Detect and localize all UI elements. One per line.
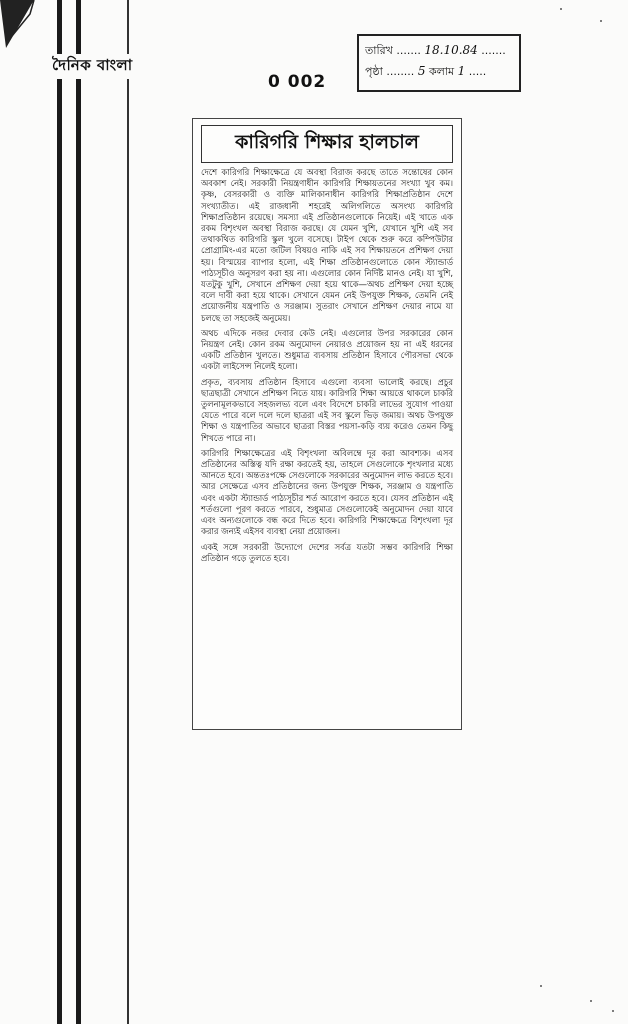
archive-stamp <box>357 34 521 92</box>
scan-speck <box>540 985 542 987</box>
stamp-page-row: পৃষ্ঠা ........ 5 কলাম 1 ..... <box>365 64 487 78</box>
article-paragraph: অথচ এদিকে নজর দেবার কেউ নেই। এগুলোর উপর সরকারের কোন নিয়ন্ত্রণ নেই। কোন রকম অনুমোদন নেয়ারও প্রয়োজন হয় না এই ধরনের একটি প্রতিষ্ঠান খুলতে। শুধুমাত্র ব্যবসায় প্রতিষ্ঠান হিসাবে পৌরসভা থেকে একটা লাইসেন্স নিলেই হলো। <box>201 327 453 372</box>
article-paragraph: দেশে কারিগরি শিক্ষাক্ষেত্রে যে অবস্থা বিরাজ করছে তাতে সন্তোষের কোন অবকাশ নেই। সরকারী নিয়ন্ত্রণাধীন কারিগরি শিক্ষায়তনের সংখ্যা খুব কম। কৃষ্ণ, বেসরকারী ও ব্যক্তি মালিকানাধীন কারিগরি শিক্ষাপ্রতিষ্ঠান দেশে সংখ্যাতীত। এই রাজধানী শহরেই অলিগলিতে অসংখ্য কারিগরি শিক্ষাপ্রতিষ্ঠান রয়েছে। সমস্যা এই প্রতিষ্ঠানগুলোকে নিয়েই। এই খাতে এক রকম বিশৃংখল অবস্থা বিরাজ করছে। যে যেমন খুশি, যেখানে খুশি এই সব তথাকথিত কারিগরি স্কুল খুলে বসেছে। টাইপ থেকে শুরু করে কম্পিউটার প্রোগ্রামিং-এর মতো জটিল বিষয়ও নাকি এই সব শিক্ষায়তনে প্রশিক্ষণ দেয়া হয়। বিস্ময়ের ব্যাপার হলো, এই শিক্ষা প্রতিষ্ঠানগুলোতে কোন স্ট্যান্ডার্ড পাঠ্যসূচীও অনুসরণ করা হয় না। এগুলোর কোন নির্দিষ্ট মানও নেই। যা খুশি, যতটুকু খুশি, সেখানে প্রশিক্ষণ দেয়া হয়ে থাকে—অথচ প্রশিক্ষণ দেয়া হচ্ছে বলে দাবী করা হয়ে থাকে। সেখানে যেমন নেই উপযুক্ত শিক্ষক, তেমনি নেই প্রয়োজনীয় যন্ত্রপাতি ও সরঞ্জাম। সুতরাং সেখানে প্রশিক্ষণ দেয়ার নামে যা চলছে তা সহজেই অনুমেয়। <box>201 167 453 323</box>
archive-page-number: 0 002 <box>268 72 327 92</box>
stamp-date-value: 18.10.84 <box>424 43 478 57</box>
scan-speck <box>612 1010 614 1012</box>
scan-speck <box>560 8 562 10</box>
stamp-date-row: তারিখ ....... 18.10.84 ....... <box>365 43 506 57</box>
newspaper-clipping <box>192 118 462 730</box>
stamp-column-label: কলাম <box>428 65 455 78</box>
binding-edge-line <box>57 0 62 1024</box>
article-paragraph: কারিগরি শিক্ষাক্ষেত্রের এই বিশৃংখলা অবিলম্বে দূর করা আবশ্যক। এসব প্রতিষ্ঠানের অস্তিত্ব যদি রক্ষা করতেই হয়, তাহলে সেগুলোকে শৃংখলার মধ্যে আনতে হবে। অন্ততঃপক্ষে সেগুলোকে সরকারের অনুমোদন লাভ করতে হবে। আর সেক্ষেত্রে এসব প্রতিষ্ঠানের জন্য উপযুক্ত শিক্ষক, সরঞ্জাম ও যন্ত্রপাতি এবং একটা স্ট্যান্ডার্ড পাঠ্যসূচীর শর্ত আরোপ করতে হবে। যেসব প্রতিষ্ঠান এই শর্তগুলো পূরণ করতে পারবে, শুধুমাত্র সেগুলোকেই অনুমোদন দেয়া যাবে এবং অন্যগুলোকে বন্ধ করে দিতে হবে। কারিগরি শিক্ষাক্ষেত্রে বিশৃংখলা দূর করার জন্যই এইসব ব্যবস্থা নেয়া প্রয়োজন। <box>201 447 453 537</box>
article-paragraph: একই সঙ্গে সরকারী উদ্যোগে দেশের সর্বত্র যতটা সম্ভব কারিগরি শিক্ষা প্রতিষ্ঠান গড়ে তুলতে হবে। <box>201 541 453 563</box>
binding-edge-line <box>127 0 129 1024</box>
article-paragraph: প্রকৃত, ব্যবসায় প্রতিষ্ঠান হিসাবে এগুলো ব্যবসা ভালোই করছে। প্রচুর ছাত্রছাত্রী সেখানে প্রশিক্ষণ নিতে যায়। কারিগরি শিক্ষা আয়ত্তে থাকলে চাকরি তুলনামূলকভাবে সহজলভ্য বলে এবং বিদেশে চাকরি লাভের সুযোগ পাওয়া যেতে পারে বলে দলে দলে ছাত্ররা এই সব স্কুলে ভিড় জমায়। অথচ উপযুক্ত শিক্ষা ও যন্ত্রপাতির অভাবে ছাত্ররা বিস্তর পয়সা-কড়ি ব্যয় করেও তেমন কিছু শিখতে পারে না। <box>201 376 453 443</box>
article-headline: কারিগরি শিক্ষার হালচাল <box>235 131 419 153</box>
stamp-date-label: তারিখ <box>365 44 393 57</box>
scan-speck <box>600 20 602 22</box>
binding-edge-line <box>76 0 81 1024</box>
newspaper-masthead: দৈনিক বাংলা <box>50 54 135 79</box>
headline-frame <box>201 125 453 163</box>
stamp-column-value: 1 <box>457 64 466 78</box>
folded-corner <box>0 0 40 50</box>
stamp-page-label: পৃষ্ঠা <box>365 65 383 78</box>
stamp-page-value: 5 <box>417 64 426 78</box>
scan-speck <box>590 1000 592 1002</box>
